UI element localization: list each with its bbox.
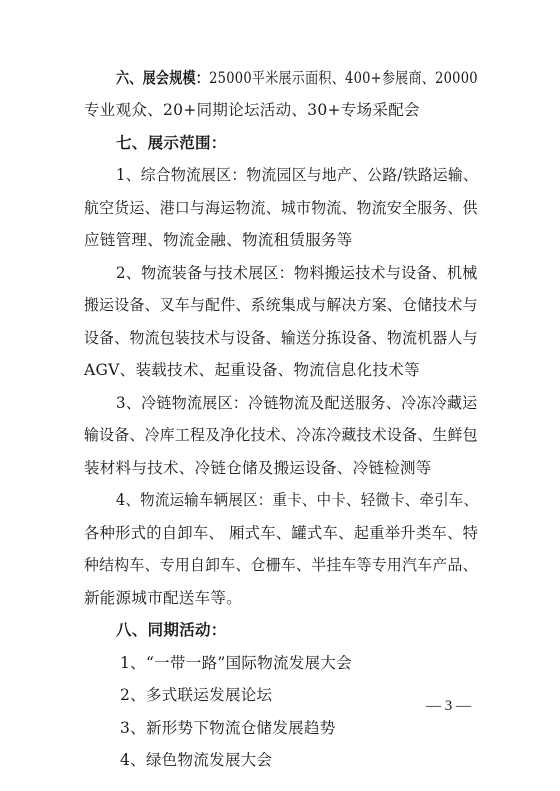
section7-item1-line3: 应链管理、物流金融、物流租赁服务等 <box>84 231 353 250</box>
section7-heading: 七、展示范围： <box>116 133 227 152</box>
section7-item2-line1: 2、物流装备与技术展区：物料搬运技术与设备、机械 <box>116 263 478 282</box>
section7-item4-line3: 种结构车、专用自卸车、仓栅车、半挂车等专用汽车产品、 <box>84 556 478 575</box>
section7-item2-line4: AGV、装载技术、起重设备、物流信息化技术等 <box>84 361 420 380</box>
section8-item1: 1、“一带一路”国际物流发展大会 <box>120 653 353 672</box>
section6-line1-text: 25000平米展示面积、400+参展商、20000 <box>209 69 478 87</box>
page-number: — 3 — <box>426 698 471 714</box>
section8-item4: 4、绿色物流发展大会 <box>120 751 273 769</box>
section6-heading: 六、展会规模： <box>116 69 210 87</box>
section7-item2-line2: 搬运设备、叉车与配件、系统集成与解决方案、仓储技术与 <box>84 296 478 315</box>
section8-heading: 八、同期活动： <box>116 621 227 640</box>
section7-item4-line4: 新能源城市配送车等。 <box>84 588 243 607</box>
section6-line2: 专业观众、20+同期论坛活动、30+专场采配会 <box>84 101 420 120</box>
section8-item3: 3、新形势下物流仓储发展趋势 <box>120 718 336 737</box>
section7-item4-line1: 4、物流运输车辆展区：重卡、中卡、轻微卡、牵引车、 <box>116 491 479 510</box>
section7-item2-line3: 设备、物流包装技术与设备、输送分拣设备、物流机器人与 <box>84 328 478 347</box>
section7-item3-line3: 装材料与技术、冷链仓储及搬运设备、冷链检测等 <box>84 458 432 477</box>
section7-item1-line2: 航空货运、港口与海运物流、城市物流、物流安全服务、供 <box>84 198 478 217</box>
section7-item3-line1: 3、冷链物流展区：冷链物流及配送服务、冷冻冷藏运 <box>116 393 478 412</box>
section7-item3-line2: 输设备、冷库工程及净化技术、冷冻冷藏技术设备、生鲜包 <box>84 426 478 445</box>
section6-line1 <box>116 68 478 88</box>
section7-item4-line2: 各种形式的自卸车、 厢式车、罐式车、起重举升类车、特 <box>84 523 479 542</box>
section7-item1-line1: 1、综合物流展区：物流园区与地产、公路/铁路运输、 <box>116 166 479 185</box>
section8-item2: 2、多式联运发展论坛 <box>120 686 273 705</box>
